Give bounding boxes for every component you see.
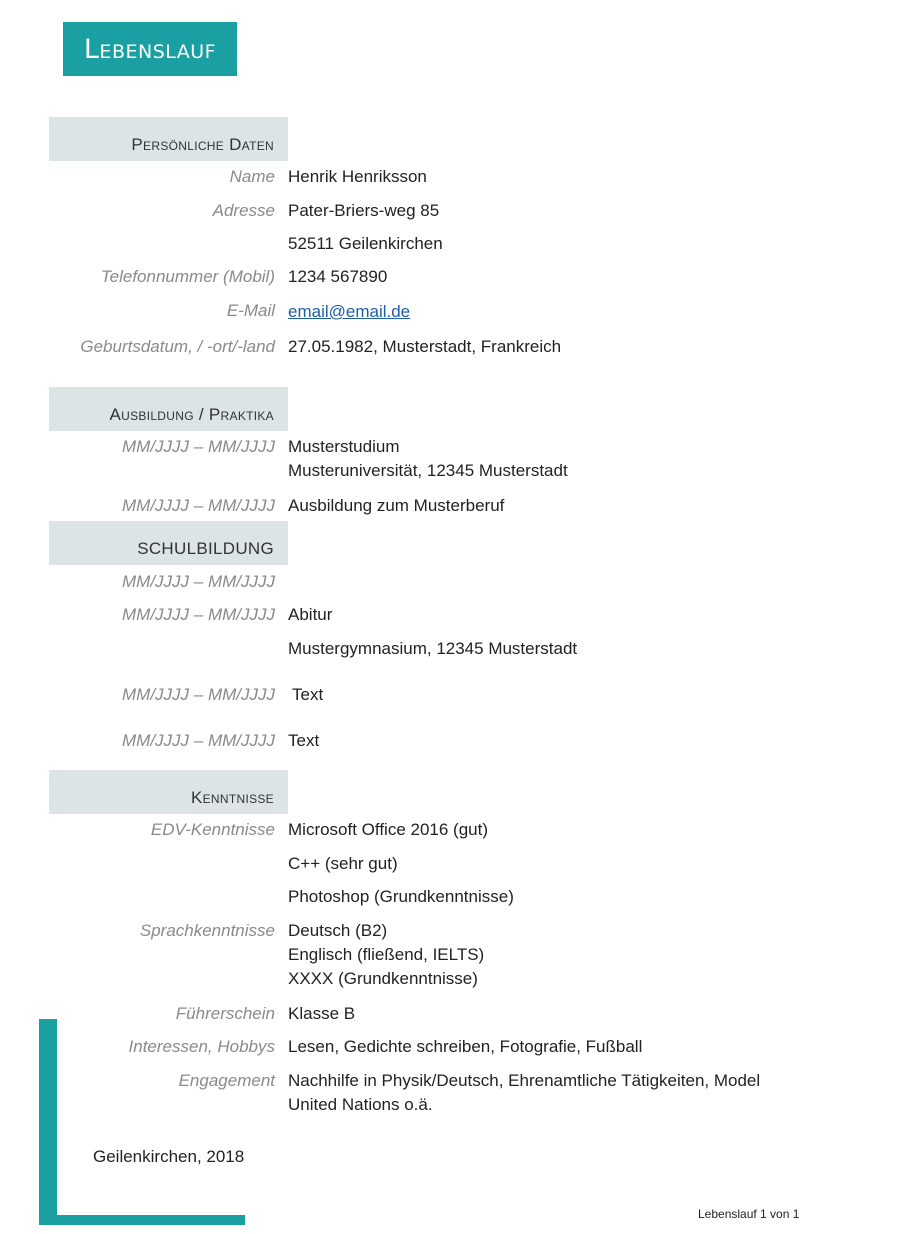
school-detail: Mustergymnasium, 12345 Musterstadt [288, 639, 578, 658]
address-label: Adresse [212, 201, 275, 220]
education-title: Ausbildung zum Musterberuf [288, 496, 505, 515]
phone-value: 1234 567890 [288, 267, 388, 286]
language-skill: Englisch (fließend, IELTS) [288, 945, 485, 964]
hobbies-label: Interessen, Hobbys [128, 1037, 275, 1056]
section-header-education [49, 387, 288, 431]
section-title: SCHULBILDUNG [137, 539, 274, 558]
school-date: MM/JJJJ – MM/JJJJ [122, 605, 275, 624]
email-label: E-Mail [226, 301, 275, 320]
language-skill: XXXX (Grundkenntnisse) [288, 969, 478, 988]
it-skill: C++ (sehr gut) [288, 854, 398, 873]
address-line2: 52511 Geilenkirchen [288, 234, 443, 253]
education-title: Musterstudium [288, 437, 400, 456]
school-title: Abitur [288, 605, 333, 624]
email-link[interactable]: email@email.de [288, 302, 411, 321]
address-line1: Pater-Briers-weg 85 [288, 201, 440, 220]
it-skill: Microsoft Office 2016 (gut) [288, 820, 488, 839]
section-header-school [49, 521, 288, 565]
document-title: Lebenslauf [63, 22, 237, 76]
birth-label: Geburtsdatum, / -ort/-land [80, 337, 275, 356]
name-value: Henrik Henriksson [288, 167, 427, 186]
it-skill: Photoshop (Grundkenntnisse) [288, 887, 514, 906]
section-title: Kenntnisse [190, 788, 274, 807]
birth-value: 27.05.1982, Musterstadt, Frankreich [288, 337, 562, 356]
corner-accent-vertical [39, 1019, 57, 1225]
license-value: Klasse B [288, 1004, 356, 1023]
school-text: Text [288, 731, 320, 750]
school-text: Text [292, 685, 324, 704]
email-value [288, 300, 410, 324]
name-label: Name [229, 167, 275, 186]
engagement-value: Nachhilfe in Physik/Deutsch, Ehrenamtliche Tätigkeiten, Model [288, 1071, 761, 1090]
hobbies-value: Lesen, Gedichte schreiben, Fotografie, Fußball [288, 1037, 643, 1056]
education-date: MM/JJJJ – MM/JJJJ [122, 496, 275, 515]
phone-label: Telefonnummer (Mobil) [100, 267, 275, 286]
section-title: Persönliche Daten [131, 135, 274, 154]
education-date: MM/JJJJ – MM/JJJJ [122, 437, 275, 456]
section-title: Ausbildung / Praktika [109, 405, 274, 424]
section-header-skills [49, 770, 288, 814]
page-footer: Lebenslauf 1 von 1 [698, 1207, 800, 1221]
school-date: MM/JJJJ – MM/JJJJ [122, 731, 275, 750]
engagement-value: United Nations o.ä. [288, 1095, 433, 1114]
school-date: MM/JJJJ – MM/JJJJ [122, 685, 275, 704]
language-skill: Deutsch (B2) [288, 921, 388, 940]
section-header-personal [49, 117, 288, 161]
place-date: Geilenkirchen, 2018 [93, 1147, 245, 1166]
corner-accent-horizontal [39, 1215, 245, 1225]
school-date: MM/JJJJ – MM/JJJJ [122, 572, 275, 591]
education-detail: Musteruniversität, 12345 Musterstadt [288, 461, 568, 480]
license-label: Führerschein [175, 1004, 275, 1023]
language-skills-label: Sprachkenntnisse [139, 921, 275, 940]
it-skills-label: EDV-Kenntnisse [150, 820, 275, 839]
engagement-label: Engagement [178, 1071, 275, 1090]
